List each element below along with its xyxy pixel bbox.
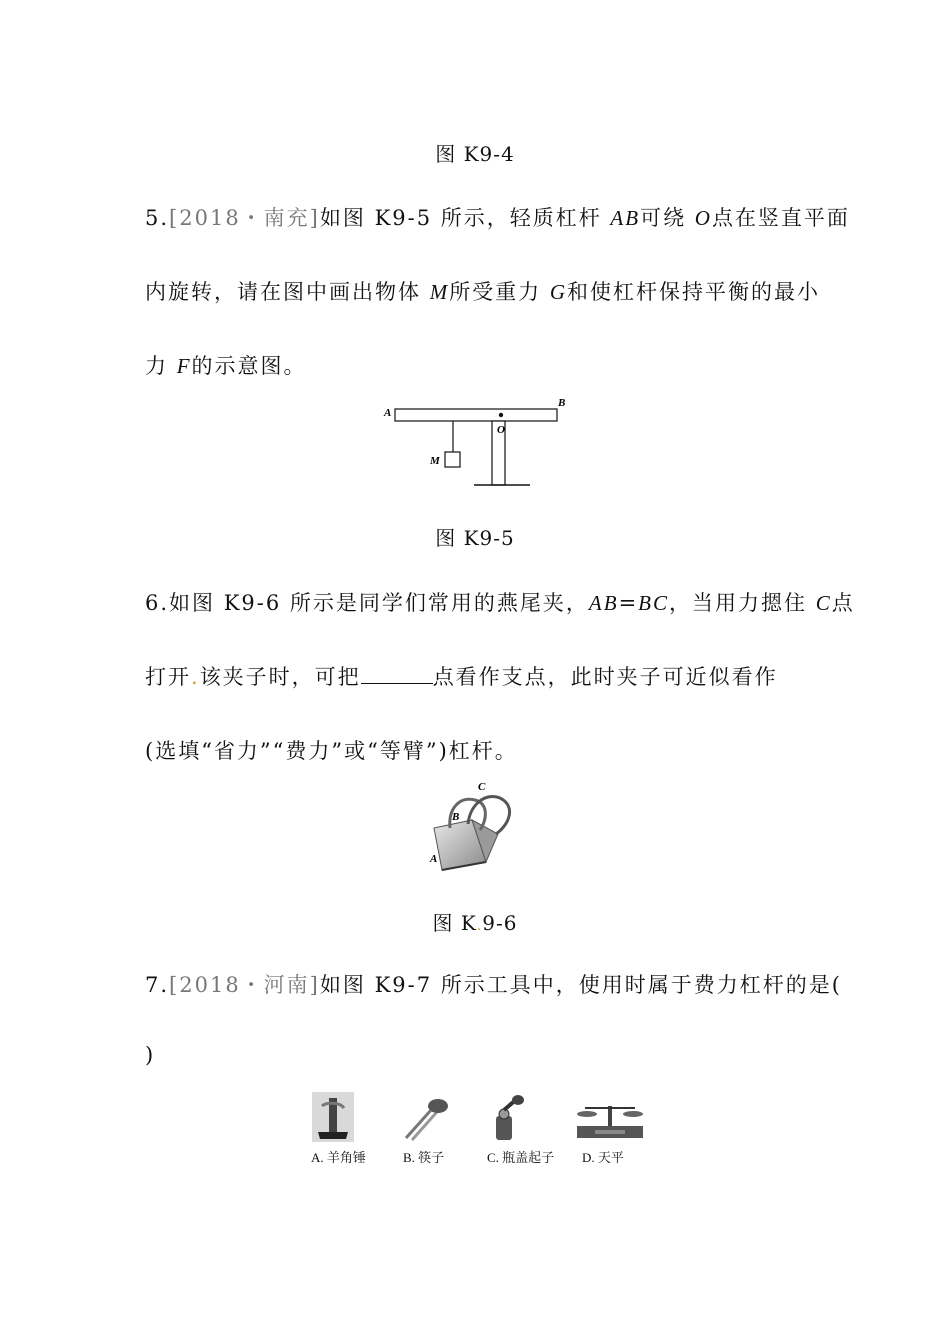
text: 的示意图。	[191, 354, 307, 378]
text: 力	[145, 354, 177, 378]
option-a-label: A. 羊角锤	[311, 1150, 366, 1165]
label-c: C	[478, 781, 486, 793]
question-5-line-1	[145, 202, 850, 232]
variable: AB	[588, 591, 619, 615]
variable: AB	[610, 206, 641, 230]
text: 可绕	[640, 206, 695, 230]
question-6-line-1	[145, 587, 855, 617]
question-6-line-3	[145, 735, 518, 765]
text: 所受重力	[449, 280, 550, 304]
question-source: [2018・河南]	[169, 973, 320, 997]
label-b: B	[558, 397, 566, 409]
text: ，当用力摁住	[669, 591, 816, 615]
variable: G	[549, 280, 568, 304]
option-b-label: B. 筷子	[403, 1150, 445, 1165]
marker-dot: .	[476, 918, 483, 934]
marker-dot: .	[191, 665, 200, 689]
variable: O	[694, 206, 712, 230]
question-number: 7.	[145, 973, 170, 997]
lever-bar	[395, 409, 557, 421]
question-5-line-2	[145, 276, 820, 306]
variable: C	[815, 591, 832, 615]
text: =	[618, 591, 639, 615]
variable: F	[176, 354, 192, 378]
pivot-point	[499, 413, 503, 417]
text: 打开	[145, 665, 191, 689]
label-a: A	[430, 853, 438, 865]
figure-caption-k9-5: 图 K9-5	[435, 526, 515, 550]
question-source: [2018・南充]	[169, 206, 320, 230]
variable: M	[429, 280, 450, 304]
text: 和使杠杆保持平衡的最小	[567, 280, 821, 304]
text: 点	[831, 591, 855, 615]
figure-caption-k9-4: 图 K9-4	[435, 142, 515, 166]
text: 点看作支点，此时夹子可近似看作	[432, 665, 778, 689]
question-5-line-3	[145, 350, 307, 380]
text: 如图 K9-7 所示工具中，使用时属于费力杠杆的是(	[319, 973, 842, 997]
text: 6.如图 K9-6 所示是同学们常用的燕尾夹，	[145, 591, 589, 615]
figure-caption-k9-6	[0, 907, 950, 936]
text: 点在竖直平面	[711, 206, 850, 230]
text: )	[145, 1043, 156, 1067]
question-7-line-1	[145, 969, 842, 999]
text: 内旋转，请在图中画出物体	[145, 280, 430, 304]
lever-diagram	[380, 392, 580, 492]
text: 该夹子时，可把	[199, 665, 361, 689]
option-c-label: C. 瓶盖起子	[487, 1150, 555, 1165]
text: 图 K	[432, 911, 477, 935]
chopsticks-image	[400, 1092, 450, 1142]
option-d-label: D. 天平	[582, 1150, 624, 1165]
label-a: A	[384, 407, 392, 419]
balance-scale-image	[575, 1098, 645, 1140]
answer-blank[interactable]	[361, 665, 433, 684]
question-number: 5.	[145, 206, 170, 230]
question-7-line-2	[145, 1043, 155, 1067]
claw-hammer-image	[312, 1092, 354, 1142]
text: (选填“省力”“费力”或“等臂”)杠杆。	[145, 739, 518, 763]
object-m	[445, 452, 460, 467]
text: 9-6	[482, 911, 518, 935]
label-b: B	[452, 811, 460, 823]
binder-clip-illustration	[420, 778, 530, 878]
variable: BC	[638, 591, 670, 615]
bottle-opener-image	[488, 1092, 528, 1142]
label-m: M	[430, 455, 440, 467]
label-o: O	[497, 424, 505, 436]
question-6-line-2	[145, 661, 778, 691]
text: 如图 K9-5 所示，轻质杠杆	[319, 206, 611, 230]
